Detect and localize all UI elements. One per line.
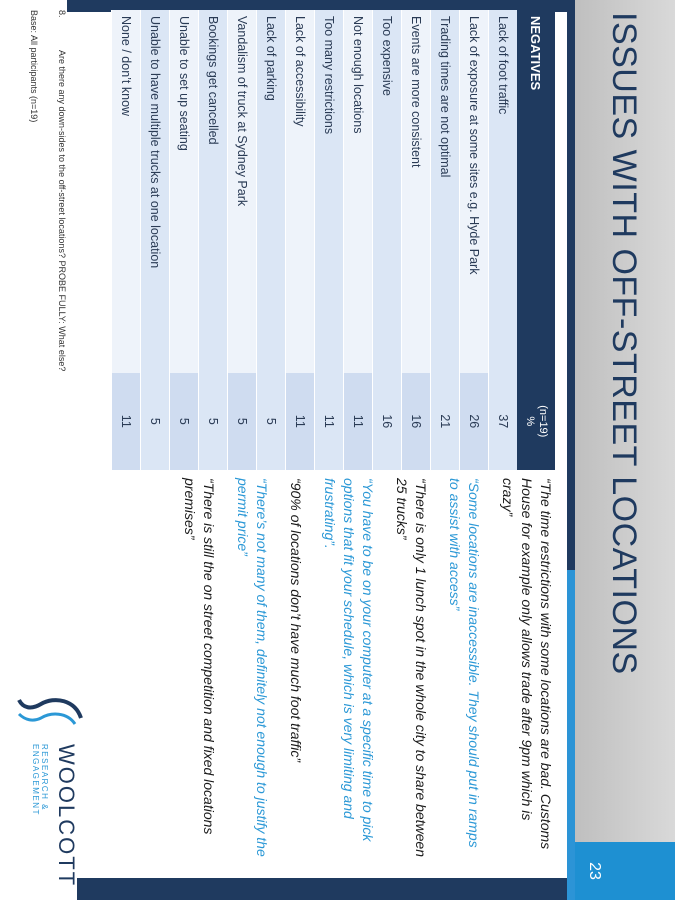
table-row: [199, 10, 228, 470]
page-number: 23: [575, 842, 675, 900]
header-divider-navy: [567, 0, 575, 570]
row-value: 26: [460, 373, 489, 470]
quotes-list: [165, 478, 555, 858]
row-label: Lack of parking: [257, 10, 286, 373]
row-value: 5: [199, 373, 228, 470]
row-label: Unable to have multiple trucks at one location: [141, 10, 170, 373]
table-row: [141, 10, 170, 470]
table-row: [402, 10, 431, 470]
quote: “The time restrictions with some locations are bad. Customs House for example only allows trade after 9pm which is crazy”: [500, 478, 554, 850]
row-label: Unable to set up seating: [170, 10, 199, 373]
logo-name: WOOLCOTT: [54, 744, 79, 888]
table-header-unit: %: [524, 416, 536, 427]
table-row: [257, 10, 286, 470]
table-row: [112, 10, 141, 470]
row-label: Not enough locations: [344, 10, 373, 373]
table-row: [373, 10, 402, 470]
logo-subtitle: RESEARCH & ENGAGEMENT: [31, 744, 49, 816]
table-header-base: [517, 373, 555, 470]
row-label: Too expensive: [373, 10, 402, 373]
table-row: [489, 10, 518, 470]
right-accent-bar: [77, 878, 567, 900]
page-title: ISSUES WITH OFF-STREET LOCATIONS: [605, 12, 643, 675]
logo-mark-icon: [15, 690, 85, 740]
header-divider-blue: [567, 570, 575, 900]
table-row: [344, 10, 373, 470]
row-label: None / don’t know: [112, 10, 141, 373]
table-row: [431, 10, 460, 470]
row-value: 11: [112, 373, 141, 470]
quote: “There is only 1 lunch spot in the whole city to share between 25 trucks”: [394, 478, 429, 857]
footnote-base: Base: All participants (n=19): [29, 10, 39, 123]
quote: “There is still the on street competition and fixed locations premises”: [182, 478, 217, 835]
quote: “Some locations are inaccessible. They should put in ramps to assist with access”: [447, 478, 482, 848]
row-label: Lack of exposure at some sites e.g. Hyde Park: [460, 10, 489, 373]
row-label: Too many restrictions: [315, 10, 344, 373]
row-label: Lack of accessibility: [286, 10, 315, 373]
table-body: [112, 10, 518, 470]
table-header-label: NEGATIVES: [517, 10, 555, 373]
footnote-question: Are there any down-sides to the off-street locations? PROBE FULLY: What else?: [57, 50, 67, 372]
negatives-table: [111, 10, 555, 470]
row-value: 5: [141, 373, 170, 470]
table-row: [228, 10, 257, 470]
row-value: 5: [228, 373, 257, 470]
row-value: 16: [402, 373, 431, 470]
table-row: [460, 10, 489, 470]
row-value: 5: [170, 373, 199, 470]
woolcott-logo: [5, 690, 85, 888]
quote: “You have to be on your computer at a specific time to pick options that fit your schedule, which is very limiting and frustrating”.: [322, 478, 376, 842]
row-label: Events are more consistent: [402, 10, 431, 373]
row-value: 16: [373, 373, 402, 470]
row-value: 5: [257, 373, 286, 470]
row-label: Trading times are not optimal: [431, 10, 460, 373]
table-row: [170, 10, 199, 470]
row-value: 11: [344, 373, 373, 470]
row-label: Lack of foot traffic: [489, 10, 518, 373]
footnote-number: 8.: [57, 10, 67, 18]
quote: “90% of locations don’t have much foot traffic”: [288, 478, 304, 763]
row-value: 37: [489, 373, 518, 470]
row-value: 21: [431, 373, 460, 470]
table-row: [315, 10, 344, 470]
row-value: 11: [315, 373, 344, 470]
table-header-n: (n=19): [537, 405, 549, 438]
row-value: 11: [286, 373, 315, 470]
row-label: Bookings get cancelled: [199, 10, 228, 373]
quote: “There’s not many of them, definitely not enough to justify the permit price”: [235, 478, 270, 857]
table-row: [286, 10, 315, 470]
row-label: Vandalism of truck at Sydney Park: [228, 10, 257, 373]
